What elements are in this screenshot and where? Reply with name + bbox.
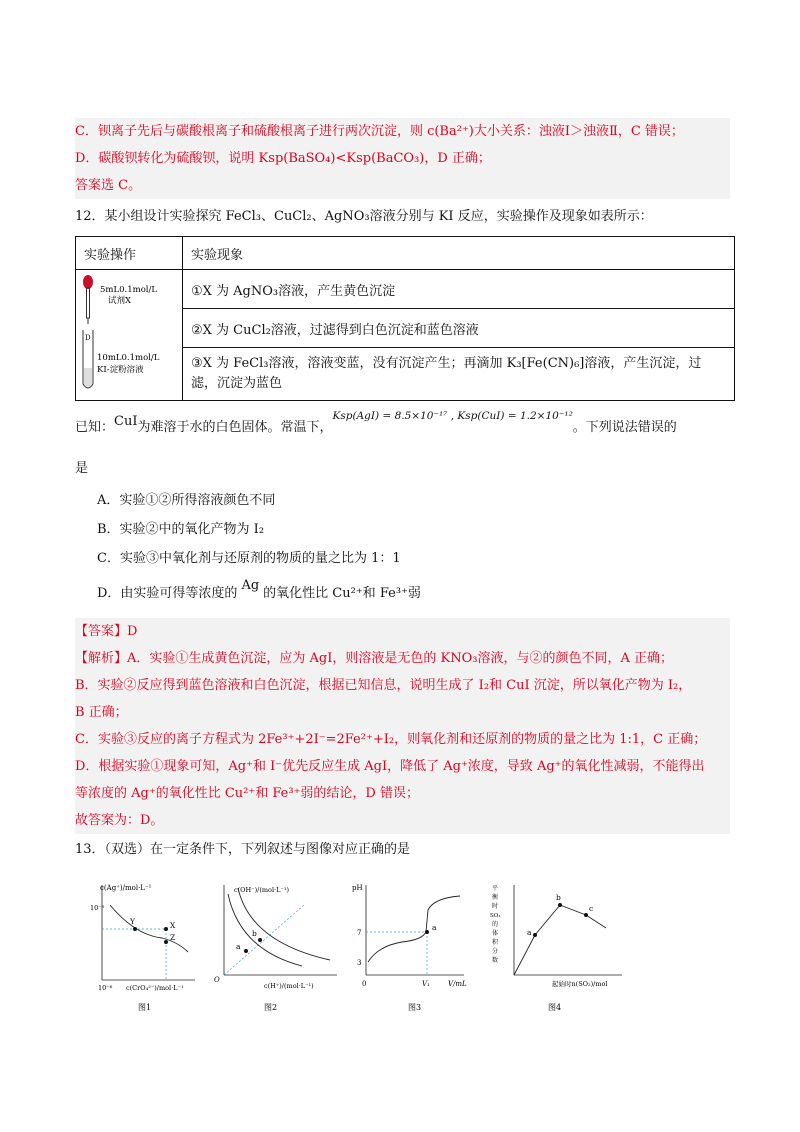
q13-stem: 13．（双选）在一定条件下，下列叙述与图像对应正确的是 — [75, 842, 411, 857]
fig4-ylabel-char: 的 — [492, 921, 499, 928]
fig4-label-b: b — [556, 893, 561, 902]
fig1-label-y: Y — [130, 917, 135, 926]
analysis-line: B．实验②反应得到蓝色溶液和白色沉淀，根据已知信息，说明生成了 I₂和 CuI 沉淀，所以氧化产物为 I₂， — [75, 678, 692, 693]
fig2-point-a — [244, 949, 248, 953]
table-header-row — [76, 237, 735, 270]
dropper-bulb-icon — [83, 275, 93, 289]
phenomenon-3: ③X 为 FeCl₃溶液，溶液变蓝，没有沉淀产生；再滴加 K₃[Fe(CN)₆]溶液，产生沉淀，过滤，沉淀为蓝色 — [183, 348, 735, 401]
table-row — [76, 270, 735, 309]
phenomenon-1: ①X 为 AgNO₃溶液，产生黄色沉淀 — [183, 270, 735, 309]
fig4-ylabel-char: SO₃ — [490, 913, 501, 919]
analysis-line: D．根据实验①现象可知，Ag⁺和 I⁻优先反应生成 AgI，降低了 Ag⁺浓度，导致 Ag⁺的氧化性减弱，不能得出 — [75, 759, 705, 774]
apparatus-cell — [76, 270, 183, 401]
fig4-label-a: a — [527, 928, 532, 937]
fig2-diagonal — [224, 905, 304, 975]
ki-amount-label: 10mL0.1mol/L — [97, 353, 160, 363]
option-a: A．实验①②所得溶液颜色不同 — [97, 493, 276, 508]
q12-options — [75, 486, 730, 608]
reagent-x-label: 试剂X — [108, 296, 132, 306]
option-b: B．实验②中的氧化产物为 I₂ — [97, 522, 265, 537]
fig1-caption: 图1 — [138, 1003, 152, 1012]
prev-option-d: D．碳酸钡转化为硫酸钡，说明 Ksp(BaSO₄)<Ksp(BaCO₃)，D 正确； — [75, 151, 491, 166]
q13-figures — [90, 880, 670, 1015]
figure-1 — [90, 880, 205, 1015]
prev-option-c: C．钡离子先后与碳酸根离子和硫酸根离子进行两次沉淀，则 c(Ba²⁺)大小关系：浊液Ⅰ＞浊液Ⅱ，C 错误； — [75, 124, 684, 139]
q12-answer: 【答案】D — [75, 624, 138, 639]
fig4-ylabel-char: 积 — [492, 939, 499, 946]
known-prefix: 已知： — [75, 420, 115, 435]
q12-stem: 12．某小组设计实验探究 FeCl₃、CuCl₂、AgNO₃溶液分别与 KI 反应，实验操作及现象如表所示： — [75, 209, 653, 224]
fig1-xtick: 10⁻⁶ — [98, 984, 113, 992]
fig2-caption: 图2 — [264, 1003, 278, 1012]
fig3-caption: 图3 — [408, 1003, 422, 1012]
fig4-ylabel-char: 衡 — [492, 894, 499, 901]
fig1-point-y — [133, 927, 137, 931]
fig4-ylabel-char: 体 — [492, 930, 499, 937]
fig4-ylabel-char: 平 — [492, 885, 499, 892]
analysis-line: 【解析】A．实验①生成黄色沉淀，应为 AgI，则溶液是无色的 KNO₃溶液，与②的颜色不同，A 正确； — [75, 651, 673, 666]
fig1-xlabel: c(CrO₄²⁻)/mol·L⁻¹ — [126, 984, 184, 992]
fig4-xlabel: 起始时n(SO₂)/mol — [552, 980, 608, 988]
fig2-point-b — [258, 938, 262, 942]
fig4-point-a — [533, 933, 537, 937]
fig1-ylabel: c(Ag⁺)/mol·L⁻¹ — [100, 884, 152, 892]
table-header-operation: 实验操作 — [76, 237, 183, 270]
previous-answer-block — [75, 118, 730, 199]
known-end: 是 — [75, 461, 89, 476]
fig2-xlabel: c(H⁺)/(mol·L⁻¹) — [264, 982, 314, 990]
analysis-line: 等浓度的 Ag⁺的氧化性比 Cu²⁺和 Fe³⁺弱的结论，D 错误； — [75, 786, 419, 801]
dropper-tube-icon — [87, 288, 90, 318]
tube-letter: D — [85, 334, 91, 342]
fig3-tick-7: 7 — [357, 929, 362, 937]
option-d-suffix: 的氧化性比 Cu²⁺和 Fe³⁺弱 — [263, 586, 421, 601]
fig4-label-c: c — [589, 904, 594, 913]
option-c: C．实验③中氧化剂与还原剂的物质的量之比为 1：1 — [97, 551, 401, 566]
fig3-ylabel: pH — [352, 884, 363, 892]
fig3-xlabel: V/mL — [448, 980, 467, 988]
fig3-tick-v1: V₁ — [422, 980, 430, 988]
fig3-tick-3: 3 — [357, 959, 362, 967]
fig4-point-b — [558, 903, 562, 907]
fig1-label-x: X — [170, 921, 176, 930]
fig4-point-c — [584, 913, 588, 917]
known-conditions — [75, 410, 730, 441]
reagent-amount-label: 5mL0.1mol/L — [100, 285, 158, 295]
fig3-origin: 0 — [362, 980, 367, 988]
fig2-curve-lower — [228, 894, 302, 966]
fig1-point-z — [164, 940, 168, 944]
fig2-origin: O — [214, 976, 220, 984]
fig4-ylabel-char: 时 — [492, 903, 499, 910]
analysis-line: C．实验③反应的离子方程式为 2Fe³⁺+2I⁻=2Fe²⁺+I₂，则氧化剂和还原剂的物质的量之比为 1:1，C 正确； — [75, 732, 707, 747]
fig3-point-a — [425, 930, 429, 934]
figure-2 — [212, 880, 342, 1015]
fig4-caption: 图4 — [548, 1003, 562, 1012]
figure-4 — [490, 880, 630, 1015]
dropper-test-tube-diagram — [80, 272, 172, 394]
page-content — [75, 118, 730, 863]
analysis-line: B 正确； — [75, 705, 128, 720]
fig2-curve-upper — [238, 888, 330, 960]
fig3-label-a: a — [432, 923, 437, 932]
known-suffix: 。下列说法错误的 — [572, 420, 677, 435]
fig1-point-x — [164, 927, 168, 931]
known-cui: CuI — [114, 414, 138, 429]
table-header-phenomenon: 实验现象 — [183, 237, 735, 270]
figure-3 — [352, 880, 472, 1015]
option-d — [75, 579, 730, 608]
fig1-label-z: Z — [170, 933, 176, 942]
ksp-formula: Ksp(AgI) = 8.5×10⁻¹⁷ , Ksp(CuI) = 1.2×10⁻¹² — [332, 410, 573, 422]
fig4-ylabel-char: 数 — [492, 957, 499, 964]
option-d-prefix: D．由实验可得等浓度的 — [97, 586, 238, 601]
fig2-label-a: a — [236, 942, 241, 951]
fig2-label-b: b — [252, 929, 257, 938]
fig3-titration-curve — [368, 896, 460, 962]
fig2-ylabel: c(OH⁻)/(mol·L⁻¹) — [234, 886, 289, 894]
fig1-curve — [110, 905, 188, 952]
option-d-ag: Ag — [241, 578, 260, 593]
experiment-table — [75, 236, 735, 401]
prev-answer: 答案选 C。 — [75, 178, 142, 193]
analysis-line: 故答案为：D。 — [75, 813, 164, 828]
fig1-ytick: 10⁻⁵ — [90, 904, 105, 912]
ki-starch-label: KI-淀粉溶液 — [97, 365, 144, 375]
fig4-curve — [514, 905, 606, 975]
fig4-ylabel-char: 分 — [492, 948, 499, 955]
known-mid: 为难溶于水的白色固体。常温下， — [137, 420, 333, 435]
phenomenon-2: ②X 为 CuCl₂溶液，过滤得到白色沉淀和蓝色溶液 — [183, 309, 735, 348]
q12-answer-block — [75, 618, 730, 834]
